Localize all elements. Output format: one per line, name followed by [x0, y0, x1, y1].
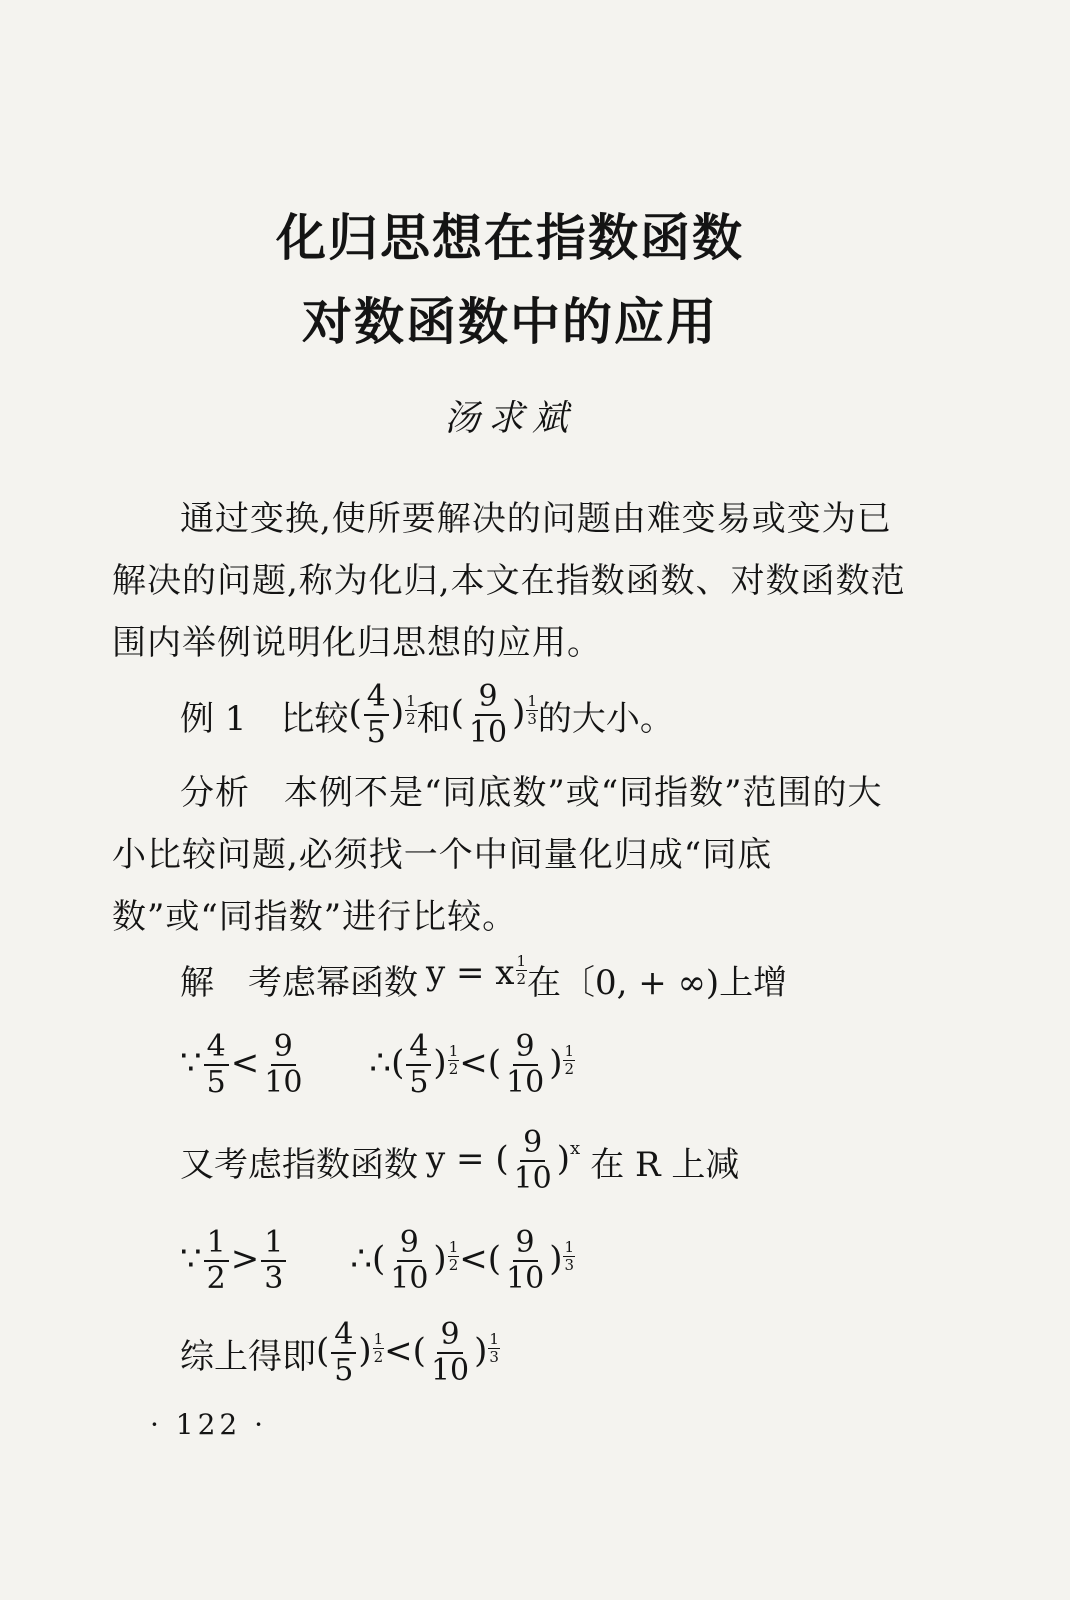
power-function: y = x $\frac{1}{2}$ — [426, 952, 527, 993]
solution-line-2 — [180, 1126, 739, 1196]
author: 汤求斌 — [443, 398, 576, 439]
example-text-suffix: 的大小。 — [537, 698, 674, 739]
analysis-paragraph — [112, 762, 912, 948]
step-2 — [180, 1226, 575, 1296]
solution-line2-tail: 在 R 上减 — [590, 1144, 740, 1185]
final-expr: ( $\frac{4}{5}$ ) $\frac{1}{2}$ <( $\frac{9}{10}$ ) $\frac{1}{3}$ — [316, 1317, 499, 1388]
example-text-prefix: 比较 — [280, 698, 349, 739]
solution-line2-text: 又考虑指数函数 — [180, 1144, 418, 1185]
step2-premise: ∵ $\frac{1}{2}$ > $\frac{1}{3}$ — [180, 1228, 288, 1294]
intro-paragraph — [112, 488, 912, 674]
solution-label: 解 — [180, 962, 214, 1003]
example-expr1: ( $\frac{4}{5}$ ) $\frac{1}{2}$ — [348, 679, 416, 750]
title-line-1: 化归思想在指数函数 — [276, 209, 744, 267]
analysis-text: 本例不是“同底数”或“同指数”范围的大小比较问题,必须找一个中间量化归成“同底数”或“同指数”进行比较。 — [112, 773, 883, 937]
intro-text: 通过变换,使所要解决的问题由难变易或变为已解决的问题,称为化归,本文在指数函数、对数函数范围内举例说明化归思想的应用。 — [112, 499, 906, 663]
page-number: · 122 · — [150, 1408, 268, 1441]
final-text: 综上得即 — [180, 1336, 316, 1377]
title-line-2: 对数函数中的应用 — [302, 293, 718, 351]
solution-line1-tail: 在〔0, + ∞)上增 — [527, 962, 788, 1003]
exponential-function: y = ( $\frac{9}{10}$ )$^x$ — [426, 1125, 581, 1196]
example-label: 例 1 — [180, 698, 247, 739]
analysis-label: 分析 — [180, 773, 250, 813]
step1-premise: ∵ $\frac{4}{5}$ < $\frac{9}{10}$ — [180, 1029, 303, 1100]
solution-line1-text: 考虑幂函数 — [248, 962, 418, 1003]
example-conj: 和 — [416, 698, 451, 739]
step2-conclusion: ∴( $\frac{9}{10}$ ) $\frac{1}{2}$ <( $\frac{9}{10}$ ) $\frac{1}{3}$ — [350, 1225, 574, 1296]
step1-conclusion: ∴( $\frac{4}{5}$ ) $\frac{1}{2}$ <( $\frac{9}{10}$ ) $\frac{1}{2}$ — [369, 1029, 574, 1100]
example-1 — [180, 680, 674, 750]
final-result — [180, 1318, 500, 1388]
step-1 — [180, 1030, 575, 1100]
solution-line-1 — [180, 944, 787, 1014]
example-expr2: ( $\frac{9}{10}$ ) $\frac{1}{3}$ — [450, 679, 537, 750]
